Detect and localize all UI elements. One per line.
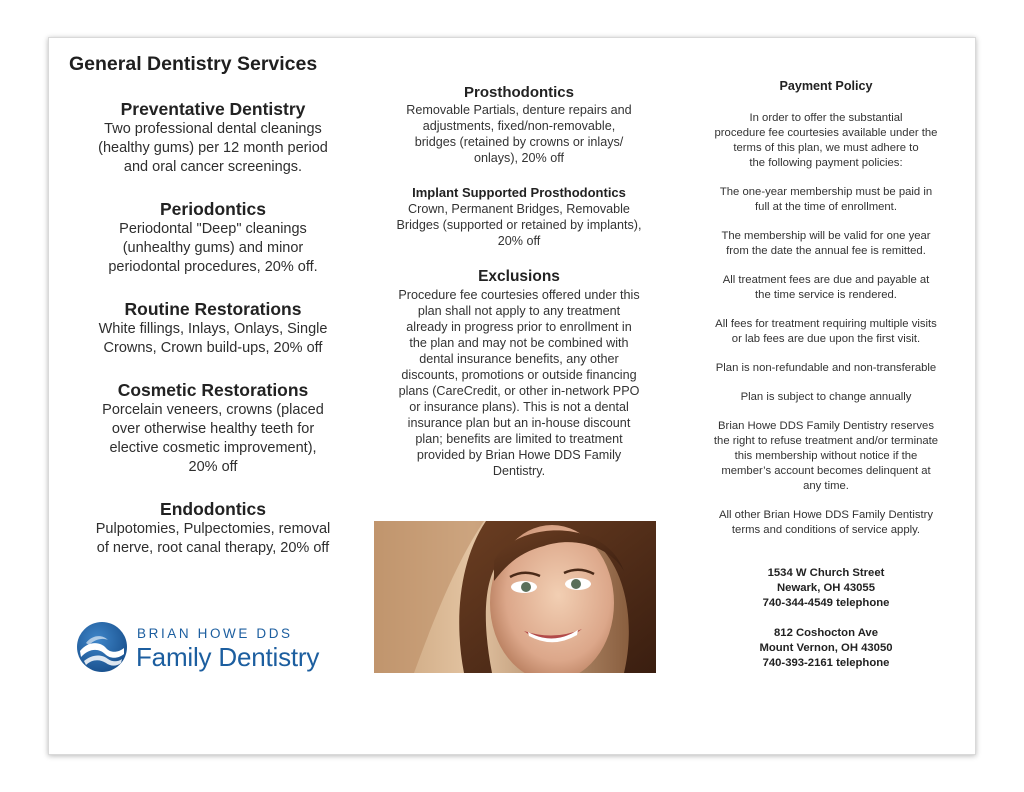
- policy-line: full at the time of enrollment.: [755, 201, 897, 213]
- service-text-line: elective cosmetic improvement),: [109, 440, 317, 456]
- policy-line: Plan is non-refundable and non-transferable: [715, 362, 937, 374]
- section-text-line: Procedure fee courtesies offered under this: [398, 288, 640, 302]
- policy-paragraph: [695, 111, 957, 171]
- prosthodontics-column: [375, 83, 663, 479]
- service-cosmetic-restorations: [63, 380, 363, 477]
- smiling-woman-photo: [374, 521, 656, 673]
- phone-number: 740-393-2161 telephone: [762, 657, 890, 669]
- policy-line: from the date the annual fee is remitted.: [726, 245, 926, 257]
- section-text-line: Dentistry.: [492, 464, 546, 478]
- service-heading: Preventative Dentistry: [120, 99, 306, 119]
- section-text-line: plan; benefits are limited to treatment: [415, 432, 623, 446]
- payment-policy-column: [695, 78, 957, 671]
- section-implant-prosthodontics: [375, 184, 663, 249]
- section-exclusions: [375, 267, 663, 479]
- policy-line: member’s account becomes delinquent at: [721, 465, 931, 477]
- address-line: Mount Vernon, OH 43050: [759, 642, 893, 654]
- policy-paragraph: [695, 419, 957, 494]
- section-text-line: Bridges (supported or retained by implants),: [396, 218, 642, 232]
- policy-paragraph: [695, 229, 957, 259]
- service-text-line: of nerve, root canal therapy, 20% off: [96, 540, 330, 556]
- practice-logo: [76, 621, 336, 675]
- section-text-line: onlays), 20% off: [473, 151, 565, 165]
- service-text-line: Periodontal "Deep" cleanings: [119, 221, 307, 237]
- service-periodontics: [63, 199, 363, 277]
- section-text-line: adjustments, fixed/non-removable,: [422, 119, 616, 133]
- section-text-line: already in progress prior to enrollment in: [406, 320, 632, 334]
- policy-line: or lab fees are due upon the first visit.: [731, 333, 921, 345]
- wave-logo-icon: [76, 621, 128, 673]
- page-title: General Dentistry Services: [69, 53, 318, 75]
- policy-line: In order to offer the substantial: [749, 112, 903, 124]
- service-text-line: Porcelain veneers, crowns (placed: [102, 402, 324, 418]
- section-text-line: Crown, Permanent Bridges, Removable: [408, 202, 630, 216]
- service-text-line: and oral cancer screenings.: [123, 159, 303, 175]
- section-heading: Exclusions: [478, 268, 560, 285]
- service-endodontics: [63, 499, 363, 558]
- policy-paragraph: [695, 390, 957, 405]
- section-text-line: Removable Partials, denture repairs and: [406, 103, 632, 117]
- policy-line: the right to refuse treatment and/or terminate: [713, 435, 939, 447]
- section-text-line: or insurance plans). This is not a dental: [409, 400, 629, 414]
- section-text-line: insurance plan but an in-house discount: [407, 416, 631, 430]
- service-heading: Endodontics: [160, 499, 266, 519]
- policy-line: this membership without notice if the: [734, 450, 918, 462]
- policy-paragraph: [695, 185, 957, 215]
- service-text-line: Two professional dental cleanings: [104, 121, 322, 137]
- logo-text-bottom: Family Dentistry: [136, 642, 320, 672]
- section-heading: Implant Supported Prosthodontics: [412, 185, 626, 200]
- section-text-line: plan shall not apply to any treatment: [417, 304, 621, 318]
- policy-line: procedure fee courtesies available under the: [714, 127, 938, 139]
- portrait-image: [374, 521, 656, 673]
- address-line: 1534 W Church Street: [767, 567, 885, 579]
- payment-policy-heading: Payment Policy: [779, 79, 873, 93]
- section-text-line: discounts, promotions or outside financing: [401, 368, 637, 382]
- policy-line: The membership will be valid for one year: [721, 230, 931, 242]
- service-text-line: (healthy gums) per 12 month period: [98, 140, 328, 156]
- policy-line: the time service is rendered.: [755, 289, 897, 301]
- policy-line: the following payment policies:: [749, 157, 903, 169]
- policy-line: All fees for treatment requiring multiple visits: [715, 318, 937, 330]
- services-column: [63, 52, 363, 558]
- phone-number: 740-344-4549 telephone: [762, 597, 890, 609]
- section-text-line: dental insurance benefits, any other: [419, 352, 619, 366]
- policy-line: any time.: [803, 480, 849, 492]
- brochure-page: [48, 37, 976, 755]
- address-line: Newark, OH 43055: [777, 582, 875, 594]
- policy-line: terms and conditions of service apply.: [731, 524, 921, 536]
- address-line: 812 Coshocton Ave: [774, 627, 878, 639]
- section-text-line: the plan and may not be combined with: [409, 336, 629, 350]
- policy-line: Brian Howe DDS Family Dentistry reserves: [718, 420, 934, 432]
- section-text-line: plans (CareCredit, or other in-network PPO: [398, 384, 640, 398]
- policy-paragraph: [695, 361, 957, 376]
- service-heading: Periodontics: [160, 199, 266, 219]
- service-preventative: [63, 99, 363, 177]
- policy-paragraph: [695, 508, 957, 538]
- service-routine-restorations: [63, 299, 363, 358]
- service-heading: Cosmetic Restorations: [117, 380, 309, 400]
- service-text-line: White fillings, Inlays, Onlays, Single: [98, 321, 328, 337]
- policy-line: Plan is subject to change annually: [740, 391, 912, 403]
- section-text-line: 20% off: [497, 234, 541, 248]
- section-text-line: bridges (retained by crowns or inlays/: [414, 135, 624, 149]
- policy-line: All other Brian Howe DDS Family Dentistry: [718, 509, 934, 521]
- section-text-line: provided by Brian Howe DDS Family: [416, 448, 622, 462]
- policy-line: terms of this plan, we must adhere to: [733, 142, 919, 154]
- service-text-line: (unhealthy gums) and minor: [122, 240, 304, 256]
- policy-paragraph: [695, 273, 957, 303]
- service-text-line: periodontal procedures, 20% off.: [108, 259, 318, 275]
- policy-paragraph: [695, 317, 957, 347]
- policy-line: All treatment fees are due and payable at: [722, 274, 930, 286]
- service-text-line: over otherwise healthy teeth for: [111, 421, 315, 437]
- section-prosthodontics: [375, 83, 663, 166]
- address-newark: [695, 566, 957, 611]
- service-text-line: Pulpotomies, Pulpectomies, removal: [95, 521, 331, 537]
- service-text-line: 20% off: [188, 459, 238, 475]
- service-heading: Routine Restorations: [124, 299, 302, 319]
- address-mount-vernon: [695, 626, 957, 671]
- logo-text-top: BRIAN HOWE DDS: [137, 626, 293, 641]
- service-text-line: Crowns, Crown build-ups, 20% off: [103, 340, 323, 356]
- section-heading: Prosthodontics: [463, 84, 574, 101]
- policy-line: The one-year membership must be paid in: [719, 186, 933, 198]
